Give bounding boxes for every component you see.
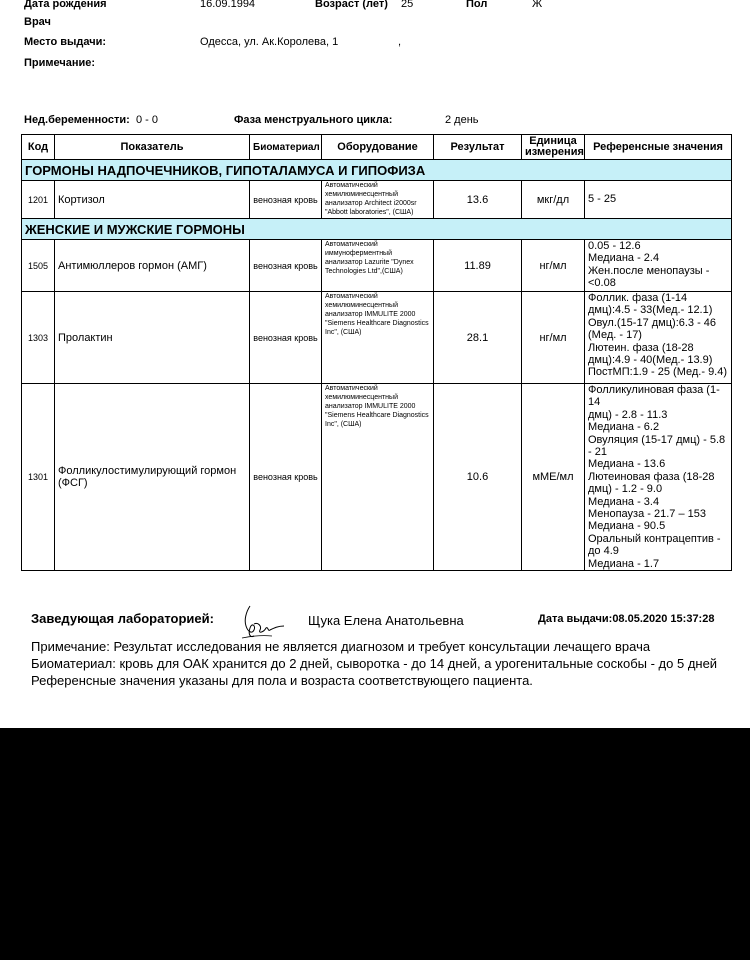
reference-line: Овул.(15-17 дмц):6.3 - 46 [588, 316, 717, 329]
place-value: Одесса, ул. Ак.Королева, 1 [200, 36, 339, 48]
row-indicator: Пролактин [55, 292, 250, 384]
row-biomaterial: венозная кровь [250, 292, 322, 384]
header-biomaterial: Биоматериал [250, 135, 322, 160]
header-code: Код [22, 135, 55, 160]
row-unit: мМЕ/мл [522, 384, 585, 571]
results-table [21, 134, 732, 571]
row-result: 13.6 [434, 181, 522, 219]
table-row [22, 384, 732, 571]
reference-line: дмц) - 2.8 - 11.3 [588, 408, 668, 421]
reference-line: до 4.9 [588, 545, 619, 558]
row-equipment: Автоматический хемилюминесцентный анализатор Architect i2000sr "Abbott laboratories", (США) [322, 181, 434, 219]
section-title: ГОРМОНЫ НАДПОЧЕЧНИКОВ, ГИПОТАЛАМУСА И ГИПОФИЗА [22, 160, 732, 181]
footer-note-3: Референсные значения указаны для пола и возраста соответствующего пациента. [31, 673, 533, 688]
row-code: 1303 [22, 292, 55, 384]
reference-line: Оральный контрацептив - [588, 532, 721, 545]
row-unit: нг/мл [522, 292, 585, 384]
row-reference [585, 292, 732, 384]
age-label: Возраст (лет) [315, 0, 388, 10]
reference-line: (Мед. - 17) [588, 329, 642, 342]
row-reference [585, 240, 732, 292]
section-title: ЖЕНСКИЕ И МУЖСКИЕ ГОРМОНЫ [22, 219, 732, 240]
reference-line: Медиана - 1.7 [588, 557, 660, 570]
reference-line: ПостМП:1.9 - 25 (Мед.- 9.4) [588, 366, 728, 379]
reference-line: Лютеиновая фаза (18-28 [588, 470, 715, 483]
reference-line: Медиана - 13.6 [588, 458, 666, 471]
issue-date-label: Дата выдачи: [538, 613, 613, 625]
place-comma: , [398, 36, 402, 48]
row-biomaterial: венозная кровь [250, 181, 322, 219]
section-row [22, 160, 732, 181]
reference-line: Жен.после менопаузы - [588, 264, 710, 277]
pregnancy-label: Нед.беременности: [24, 114, 130, 126]
row-indicator: Фолликулостимулирующий гормон (ФСГ) [55, 384, 250, 571]
reference-line: <0.08 [588, 277, 616, 290]
row-code: 1301 [22, 384, 55, 571]
row-indicator: Антимюллеров гормон (АМГ) [55, 240, 250, 292]
row-indicator: Кортизол [55, 181, 250, 219]
table-header-row [22, 135, 732, 160]
header-indicator: Показатель [55, 135, 250, 160]
issue-date-value: 08.05.2020 15:37:28 [612, 613, 715, 625]
header-result: Результат [434, 135, 522, 160]
dob-value: 16.09.1994 [200, 0, 256, 10]
reference-line: дмц) - 1.2 - 9.0 [588, 483, 663, 496]
reference-line: дмц):4.9 - 40(Мед.- 13.9) [588, 354, 713, 367]
reference-line: 5 - 25 [588, 193, 617, 206]
reference-line: Овуляция (15-17 дмц) - 5.8 [588, 433, 726, 446]
age-value: 25 [401, 0, 414, 10]
footer-note-1: Примечание: Результат исследования не является диагнозом и требует консультации лечащего врача [31, 639, 651, 654]
row-equipment: Автоматический хемилюминесцентный анализатор IMMULITE 2000 "Siemens Healthcare Diagnostics Inc", (США) [322, 292, 434, 384]
doctor-label: Врач [24, 16, 51, 28]
reference-line: Медиана - 3.4 [588, 495, 660, 508]
head-label: Заведующая лабораторией: [31, 611, 214, 626]
row-equipment: Автоматический иммуноферментный анализатор Lazurite "Dynex Technologies Ltd",(США) [322, 240, 434, 292]
reference-line: Фолликулиновая фаза (1-14 [588, 384, 720, 409]
footer-note-2: Биоматериал: кровь для ОАК хранится до 2 дней, сыворотка - до 14 дней, а урогенитальные соскобы - до 5 дней [31, 656, 718, 671]
cycle-value: 2 день [445, 114, 479, 126]
table-row [22, 181, 732, 219]
head-name: Щука Елена Анатольевна [308, 613, 464, 628]
reference-line: Медиана - 90.5 [588, 520, 666, 533]
row-result: 10.6 [434, 384, 522, 571]
row-code: 1505 [22, 240, 55, 292]
issue-date [538, 613, 714, 625]
section-row [22, 219, 732, 240]
signature-image [238, 602, 286, 640]
reference-line: дмц):4.5 - 33(Мед.- 12.1) [588, 304, 713, 317]
row-result: 11.89 [434, 240, 522, 292]
row-reference [585, 181, 732, 219]
sex-label: Пол [466, 0, 488, 10]
header-reference: Референсные значения [585, 135, 732, 160]
row-equipment: Автоматический хемилюминесцентный анализатор IMMULITE 2000 "Siemens Healthcare Diagnostics Inc", (США) [322, 384, 434, 571]
reference-line: Фоллик. фаза (1-14 [588, 292, 688, 304]
row-biomaterial: венозная кровь [250, 240, 322, 292]
row-result: 28.1 [434, 292, 522, 384]
row-code: 1201 [22, 181, 55, 219]
reference-line: Менопауза - 21.7 – 153 [588, 508, 706, 521]
row-reference [585, 384, 732, 571]
header-equipment: Оборудование [322, 135, 434, 160]
table-row [22, 240, 732, 292]
dob-label: Дата рождения [24, 0, 107, 10]
sex-value: Ж [532, 0, 543, 10]
row-biomaterial: венозная кровь [250, 384, 322, 571]
table-row [22, 292, 732, 384]
reference-line: Медиана - 2.4 [588, 252, 660, 265]
row-unit: мкг/дл [522, 181, 585, 219]
pregnancy-value: 0 - 0 [136, 114, 159, 126]
reference-line: - 21 [588, 446, 607, 459]
reference-line: Лютеин. фаза (18-28 [588, 341, 694, 354]
place-label: Место выдачи: [24, 36, 107, 48]
header-unit: Единица измерения [522, 135, 585, 160]
cycle-label: Фаза менструального цикла: [234, 114, 393, 126]
note-label: Примечание: [24, 57, 96, 69]
row-unit: нг/мл [522, 240, 585, 292]
reference-line: Медиана - 6.2 [588, 421, 660, 434]
reference-line: 0.05 - 12.6 [588, 240, 641, 252]
